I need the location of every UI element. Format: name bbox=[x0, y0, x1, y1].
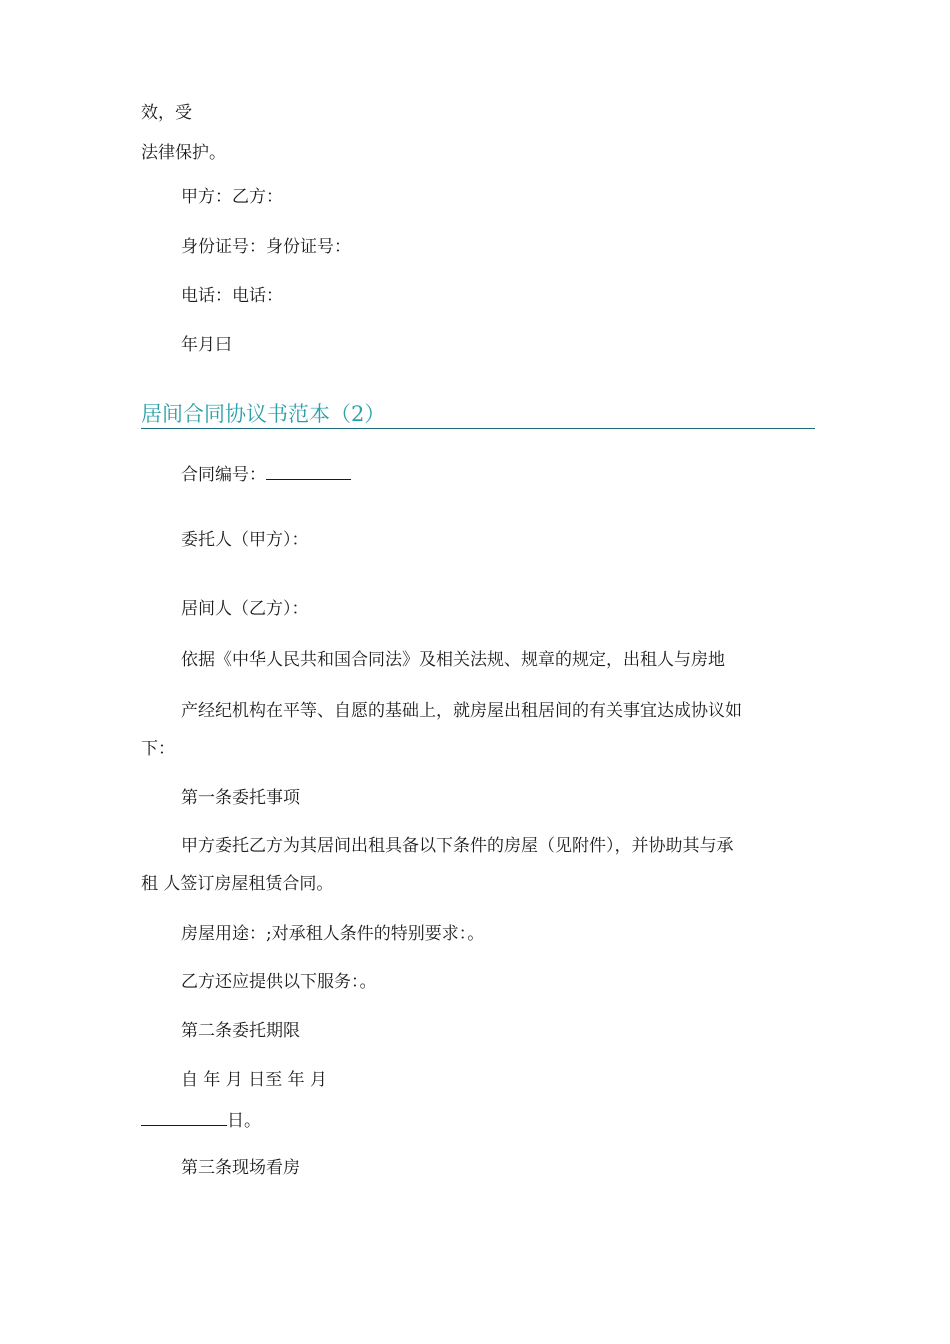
preamble-line-1: 依据《中华人民共和国合同法》及相关法规、规章的规定，出租人与房地 bbox=[181, 650, 725, 670]
preamble-line-2: 产经纪机构在平等、自愿的基础上，就房屋出租居间的有关事宜达成协议如 bbox=[181, 701, 742, 721]
article-2-from: 自 年 月 日至 年 月 bbox=[181, 1070, 328, 1090]
section-heading bbox=[141, 400, 815, 429]
article-3-title: 第三条现场看房 bbox=[181, 1158, 300, 1178]
text-line-legal-protection: 法律保护。 bbox=[141, 143, 226, 163]
signature-date: 年月曰 bbox=[181, 335, 232, 355]
text-line-continued: 效，受 bbox=[141, 103, 192, 123]
signature-parties: 甲方：乙方： bbox=[181, 187, 283, 207]
contract-number-label: 合同编号： bbox=[181, 465, 266, 485]
section-heading-text: 居间合同协议书范本（2） bbox=[141, 402, 386, 426]
article-2-end: 日。 bbox=[227, 1111, 261, 1131]
contract-number-line bbox=[181, 461, 351, 487]
article-1-title: 第一条委托事项 bbox=[181, 788, 300, 808]
article-1-paragraph-1: 甲方委托乙方为其居间出租具备以下条件的房屋（见附件），并协助其与承 bbox=[181, 836, 734, 856]
principal-party: 委托人（甲方）： bbox=[181, 530, 309, 550]
intermediary-party: 居间人（乙方）： bbox=[181, 599, 309, 619]
article-2-blank bbox=[141, 1107, 227, 1126]
preamble-line-3: 下： bbox=[141, 739, 175, 759]
contract-number-blank bbox=[266, 461, 351, 480]
article-2-end-line bbox=[141, 1107, 261, 1133]
signature-phones: 电话：电话： bbox=[181, 286, 283, 306]
signature-id-numbers: 身份证号：身份证号： bbox=[181, 237, 351, 257]
article-2-title: 第二条委托期限 bbox=[181, 1021, 300, 1041]
article-1-usage: 房屋用途：;对承租人条件的特别要求：。 bbox=[181, 924, 485, 944]
article-1-paragraph-2: 租 人签订房屋租赁合同。 bbox=[141, 874, 334, 894]
article-1-services: 乙方还应提供以下服务：。 bbox=[181, 972, 377, 992]
